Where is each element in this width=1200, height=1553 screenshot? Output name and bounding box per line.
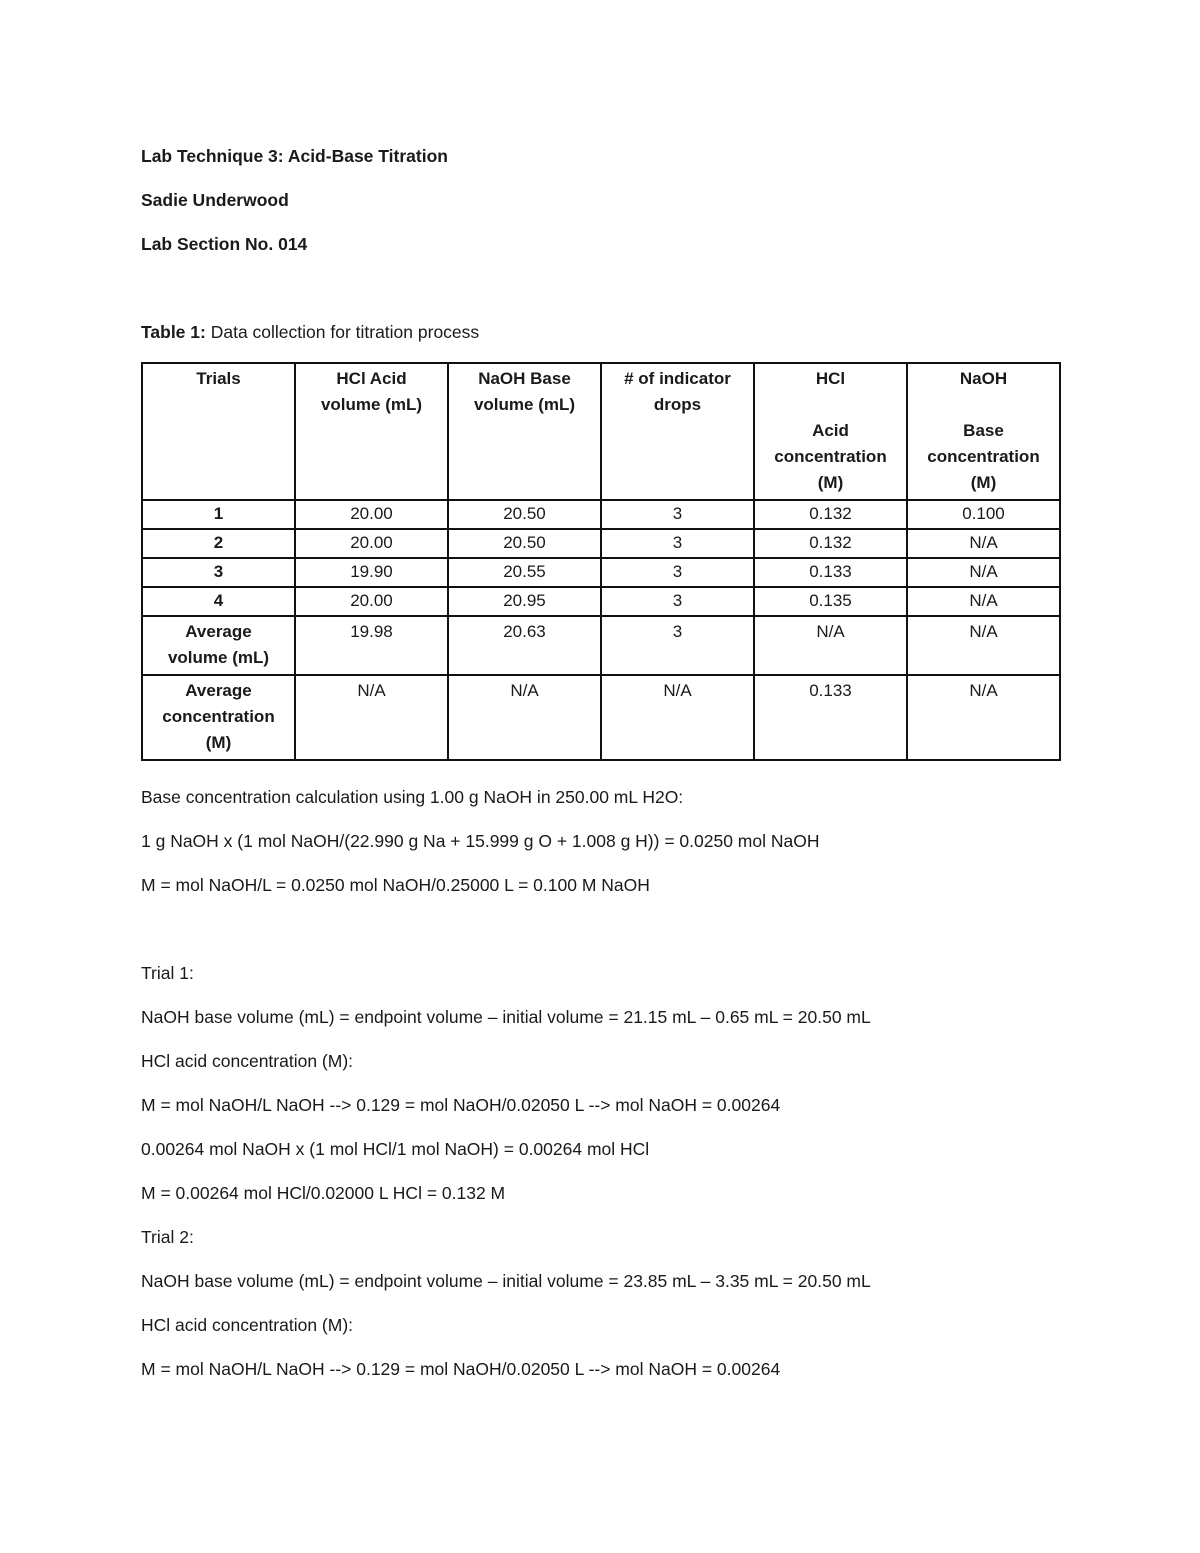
header-text: HCl Acid: [336, 369, 407, 388]
table-cell: 20.00: [295, 587, 448, 616]
table-cell: 20.95: [448, 587, 601, 616]
table-cell: 0.132: [754, 529, 907, 558]
trial1-line: M = 0.00264 mol HCl/0.02000 L HCl = 0.132 M: [141, 1183, 506, 1203]
trial1-line: HCl acid concentration (M):: [141, 1051, 354, 1071]
average-concentration-row: [142, 675, 1060, 760]
table-cell: 3: [601, 500, 754, 529]
trial2-line: HCl acid concentration (M):: [141, 1315, 354, 1335]
average-concentration-label: [142, 675, 295, 760]
row-label-text: (M): [205, 733, 232, 752]
titration-data-table: [141, 362, 1061, 761]
header-text: Base: [963, 421, 1004, 440]
trial2-heading: Trial 2:: [141, 1227, 194, 1247]
table-cell: 0.132: [754, 500, 907, 529]
header-naoh-concentration: [907, 363, 1060, 500]
trial2-line: M = mol NaOH/L NaOH --> 0.129 = mol NaOH/0.02050 L --> mol NaOH = 0.00264: [141, 1359, 781, 1379]
table-header-row: [142, 363, 1060, 500]
header-naoh-volume: [448, 363, 601, 500]
lab-section: Lab Section No. 014: [141, 234, 308, 254]
header-hcl-volume: [295, 363, 448, 500]
base-calc-heading: Base concentration calculation using 1.00 g NaOH in 250.00 mL H2O:: [141, 787, 684, 807]
trial1-line: M = mol NaOH/L NaOH --> 0.129 = mol NaOH/0.02050 L --> mol NaOH = 0.00264: [141, 1095, 781, 1115]
trial2-line: NaOH base volume (mL) = endpoint volume – initial volume = 23.85 mL – 3.35 mL = 20.50 mL: [141, 1271, 871, 1291]
table-cell: 0.133: [754, 558, 907, 587]
header-text: concentration: [927, 447, 1040, 466]
base-calc-line: M = mol NaOH/L = 0.0250 mol NaOH/0.25000 L = 0.100 M NaOH: [141, 875, 650, 895]
page-title: Lab Technique 3: Acid-Base Titration: [141, 146, 448, 166]
table-cell: N/A: [601, 675, 754, 760]
table-cell: N/A: [295, 675, 448, 760]
trial-label: 3: [142, 558, 295, 587]
table-cell: 20.00: [295, 529, 448, 558]
table-cell: 3: [601, 587, 754, 616]
header-text: volume (mL): [473, 395, 576, 414]
trial1-line: NaOH base volume (mL) = endpoint volume – initial volume = 21.15 mL – 0.65 mL = 20.50 mL: [141, 1007, 871, 1027]
header-text: (M): [817, 473, 844, 492]
header-text: Acid: [812, 421, 849, 440]
header-text: drops: [653, 395, 702, 414]
row-label-text: Average: [185, 622, 252, 641]
trial1-line: 0.00264 mol NaOH x (1 mol HCl/1 mol NaOH) = 0.00264 mol HCl: [141, 1139, 650, 1159]
table-row: [142, 558, 1060, 587]
trial1-heading: Trial 1:: [141, 963, 194, 983]
table-cell: 3: [601, 616, 754, 675]
header-hcl-concentration: [754, 363, 907, 500]
row-label-text: concentration: [162, 707, 275, 726]
header-text: Trials: [196, 369, 241, 388]
header-text: (M): [970, 473, 997, 492]
row-label-text: Average: [185, 681, 252, 700]
table-cell: N/A: [448, 675, 601, 760]
table-row: [142, 529, 1060, 558]
trial-label: 4: [142, 587, 295, 616]
header-text: HCl: [815, 369, 846, 388]
table-cell: 19.90: [295, 558, 448, 587]
table-cell: 20.63: [448, 616, 601, 675]
table-cell: 19.98: [295, 616, 448, 675]
row-label-text: volume (mL): [167, 648, 270, 667]
base-calc-line: 1 g NaOH x (1 mol NaOH/(22.990 g Na + 15.999 g O + 1.008 g H)) = 0.0250 mol NaOH: [141, 831, 820, 851]
header-text: concentration: [774, 447, 887, 466]
table-cell: N/A: [907, 616, 1060, 675]
table-cell: N/A: [907, 587, 1060, 616]
table-caption: [141, 321, 479, 343]
table-cell: 20.55: [448, 558, 601, 587]
table-cell: 0.100: [907, 500, 1060, 529]
table-cell: 20.00: [295, 500, 448, 529]
header-text: NaOH: [959, 369, 1008, 388]
header-text: volume (mL): [320, 395, 423, 414]
table-cell: 20.50: [448, 529, 601, 558]
trial-label: 2: [142, 529, 295, 558]
header-spacer: [914, 392, 1053, 418]
table-cell: 20.50: [448, 500, 601, 529]
header-spacer: [761, 392, 900, 418]
trial-label: 1: [142, 500, 295, 529]
table-row: [142, 587, 1060, 616]
table-cell: 0.133: [754, 675, 907, 760]
author-name: Sadie Underwood: [141, 190, 289, 210]
table-row: [142, 500, 1060, 529]
header-text: # of indicator: [624, 369, 731, 388]
header-text: NaOH Base: [478, 369, 571, 388]
table-cell: 0.135: [754, 587, 907, 616]
table-cell: 3: [601, 558, 754, 587]
table-cell: N/A: [907, 558, 1060, 587]
header-indicator-drops: [601, 363, 754, 500]
table-caption-label: Table 1:: [141, 322, 206, 342]
average-volume-label: [142, 616, 295, 675]
table-caption-text: Data collection for titration process: [205, 322, 480, 342]
average-volume-row: [142, 616, 1060, 675]
table-cell: N/A: [754, 616, 907, 675]
table-cell: N/A: [907, 529, 1060, 558]
table-cell: 3: [601, 529, 754, 558]
table-cell: N/A: [907, 675, 1060, 760]
header-trials: [142, 363, 295, 500]
